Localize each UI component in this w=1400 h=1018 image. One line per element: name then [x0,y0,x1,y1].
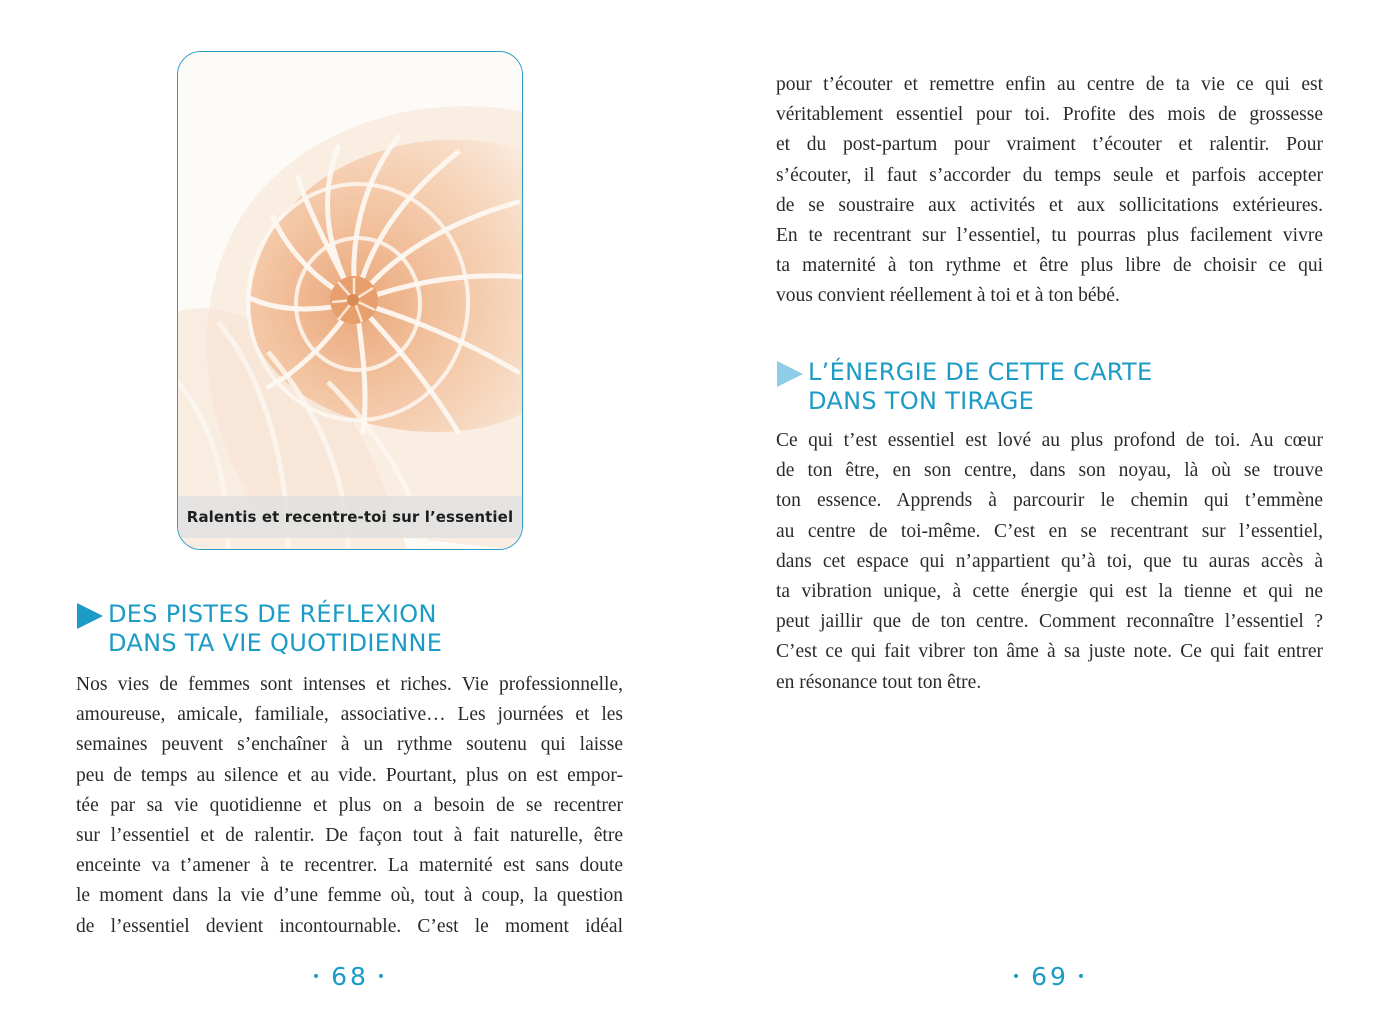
section-heading-energy [776,358,1152,416]
section-heading-reflection [76,600,442,658]
text-line: s’écouter, il faut s’accorder du temps seule et parfois accepter [776,164,1323,186]
nautilus-shell-illustration [178,52,523,550]
right-page [700,0,1400,1018]
body-paragraph [76,670,623,942]
bullet-dot-icon: • [376,969,389,985]
page-number-value: 68 [331,962,369,991]
heading-line: L’ÉNERGIE DE CETTE CARTE [808,358,1153,386]
text-line: sur l’essentiel et de ralentir. De façon tout à fait naturelle, être [76,824,623,846]
text-line: au centre de toi-même. C’est en se recentrant sur l’essentiel, [776,520,1323,542]
text-line: Nos vies de femmes sont intenses et riches. Vie professionnelle, [76,674,623,695]
text-line: véritablement essentiel pour toi. Profite des mois de grossesse [776,104,1323,126]
text-line: tée par sa vie quotidienne et plus on a besoin de se recentrer [76,794,623,816]
bullet-dot-icon: • [1011,969,1024,985]
text-line: peu de temps au silence et au vide. Pourtant, plus on est empor- [76,764,623,786]
text-line: C’est ce qui fait vibrer ton âme à sa juste note. Ce qui fait entrer [776,641,1323,663]
heading-line: DES PISTES DE RÉFLEXION [108,600,437,628]
text-line: enceinte va t’amener à te recentrer. La maternité est sans doute [76,855,623,877]
triangle-arrow-icon [76,600,108,637]
heading-line: DANS TA VIE QUOTIDIENNE [108,629,443,657]
text-line: dans cet espace qui n’appartient qu’à toi, que tu auras accès à [776,550,1323,572]
text-line: le moment dans la vie d’une femme où, tout à coup, la question [76,885,623,907]
heading-line: DANS TON TIRAGE [808,387,1035,415]
page-number [990,962,1110,991]
text-line: peut jaillir que de ton centre. Comment reconnaître l’essentiel ? [776,611,1323,633]
text-line: vous convient réellement à toi et à ton bébé. [776,285,1120,307]
text-line: ton essence. Apprends à parcourir le chemin qui t’emmène [776,490,1323,512]
text-line: de l’essentiel devient incontournable. C’est le moment idéal [76,915,623,937]
text-line: Ce qui t’est essentiel est lové au plus profond de toi. Au cœur [776,430,1323,451]
text-line: amoureuse, amicale, familiale, associative… Les journées et les [76,704,623,726]
body-paragraph-continued [776,70,1323,312]
text-line: en résonance tout ton être. [776,671,982,693]
text-line: ta vibration unique, à cette énergie qui est la tienne et qui ne [776,580,1323,602]
text-line: En te recentrant sur l’essentiel, tu pourras plus facilement vivre [776,224,1323,246]
triangle-arrow-icon [776,358,808,395]
card-caption: Ralentis et recentre-toi sur l’essentiel [178,496,522,538]
text-line: et du post-partum pour vraiment t’écouter et ralentir. Pour [776,134,1323,156]
text-line: pour t’écouter et remettre enfin au centre de ta vie ce qui est [776,74,1323,95]
oracle-card [177,51,523,550]
text-line: ta maternité à ton rythme et être plus libre de choisir ce qui [776,255,1323,277]
bullet-dot-icon: • [1076,969,1089,985]
bullet-dot-icon: • [311,969,324,985]
page-number [290,962,410,991]
text-line: semaines peuvent s’enchaîner à un rythme soutenu qui laisse [76,734,623,756]
text-line: de se soustraire aux activités et aux sollicitations extérieures. [776,194,1323,216]
body-paragraph-energy [776,426,1323,698]
page-number-value: 69 [1031,962,1069,991]
text-line: de ton être, en son centre, dans son noyau, là où se trouve [776,460,1323,482]
